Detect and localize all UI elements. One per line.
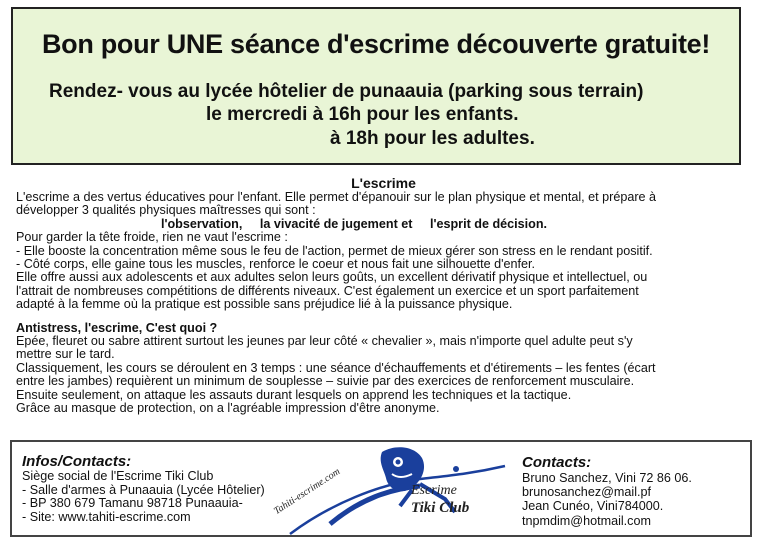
contact-line: brunosanchez@mail.pf bbox=[522, 485, 651, 500]
contacts-block bbox=[522, 455, 692, 528]
article-line: mettre sur le tard. bbox=[16, 347, 115, 362]
article-line: développer 3 qualités physiques maîtresses qui sont : bbox=[16, 203, 316, 218]
article-line: Elle offre aussi aux adolescents et aux adultes selon leurs goûts, un excellent dérivatif physique et intellectuel, ou bbox=[16, 270, 648, 285]
contact-line: tnpmdim@hotmail.com bbox=[522, 513, 651, 528]
header-line-location: Rendez- vous au lycée hôtelier de punaauia (parking sous terrain) bbox=[49, 81, 644, 102]
contact-line: Jean Cunéo, Vini784000. bbox=[522, 499, 664, 514]
article-line: Grâce au masque de protection, on a l'agréable impression d'être anonyme. bbox=[16, 401, 440, 416]
article-line: Epée, fleuret ou sabre attirent surtout les jeunes par leur côté « chevalier », mais n'importe quel adulte peut s'y bbox=[16, 334, 633, 349]
article-title: L'escrime bbox=[351, 175, 416, 191]
qualities-line bbox=[16, 218, 751, 231]
infos-block bbox=[22, 454, 265, 524]
article-line: Pour garder la tête froide, rien ne vaut l'escrime : bbox=[16, 230, 288, 245]
infos-title: Infos/Contacts: bbox=[22, 453, 132, 470]
article-line: L'escrime a des vertus éducatives pour l'enfant. Elle permet d'épanouir sur le plan physique et mental, et prépare à bbox=[16, 190, 657, 204]
header-line-children: le mercredi à 16h pour les enfants. bbox=[206, 104, 519, 125]
article-line: adapté à la femme où la pratique est possible sans préjudice lié à la puissance physique. bbox=[16, 297, 513, 312]
article bbox=[16, 176, 751, 416]
page-title: Bon pour UNE séance d'escrime découverte gratuite! bbox=[41, 29, 711, 59]
article-line: - Côté corps, elle gaine tous les muscles, renforce le coeur et nous fait une silhouette d'enfer. bbox=[16, 257, 536, 272]
logo-url-text: Tahiti-escrime.com bbox=[272, 466, 343, 517]
header-box bbox=[11, 7, 741, 165]
infos-line: - Salle d'armes à Punaauia (Lycée Hôtelier) bbox=[22, 482, 265, 497]
article-line: - Elle booste la concentration même sous le feu de l'action, permet de mieux gérer son stress en le rendant positif. bbox=[16, 243, 653, 258]
infos-line: - BP 380 679 Tamanu 98718 Punaauia- bbox=[22, 496, 243, 511]
logo-text-tiki-club: Tiki Club bbox=[411, 500, 470, 516]
contact-line: Bruno Sanchez, Vini 72 86 06. bbox=[522, 471, 692, 485]
infos-line: - Site: www.tahiti-escrime.com bbox=[22, 509, 191, 524]
article-line: entre les jambes) requièrent un minimum de souplesse – suivie par des exercices de renforcement musculaire. bbox=[16, 374, 635, 389]
quality-observation: l'observation, bbox=[161, 216, 243, 231]
article-line: Ensuite seulement, on attaque les assauts durant lesquels on apprend les techniques et la tactique. bbox=[16, 387, 572, 402]
quality-judgement: la vivacité de jugement et bbox=[259, 216, 413, 231]
quality-decision: l'esprit de décision. bbox=[429, 216, 548, 231]
logo-text-escrime: Escrime bbox=[411, 483, 457, 498]
header-line-adults: à 18h pour les adultes. bbox=[330, 128, 535, 149]
infos-line: Siège social de l'Escrime Tiki Club bbox=[22, 469, 214, 483]
article-line: Classiquement, les cours se déroulent en 3 temps : une séance d'échauffements et d'étirements – les fentes (écart bbox=[16, 360, 656, 375]
section-title: Antistress, l'escrime, C'est quoi ? bbox=[16, 320, 218, 335]
article-line: l'attrait de nombreuses compétitions de différents niveaux. C'est également un exercice et un sport parfaitement bbox=[16, 283, 639, 298]
contacts-title: Contacts: bbox=[522, 454, 592, 471]
